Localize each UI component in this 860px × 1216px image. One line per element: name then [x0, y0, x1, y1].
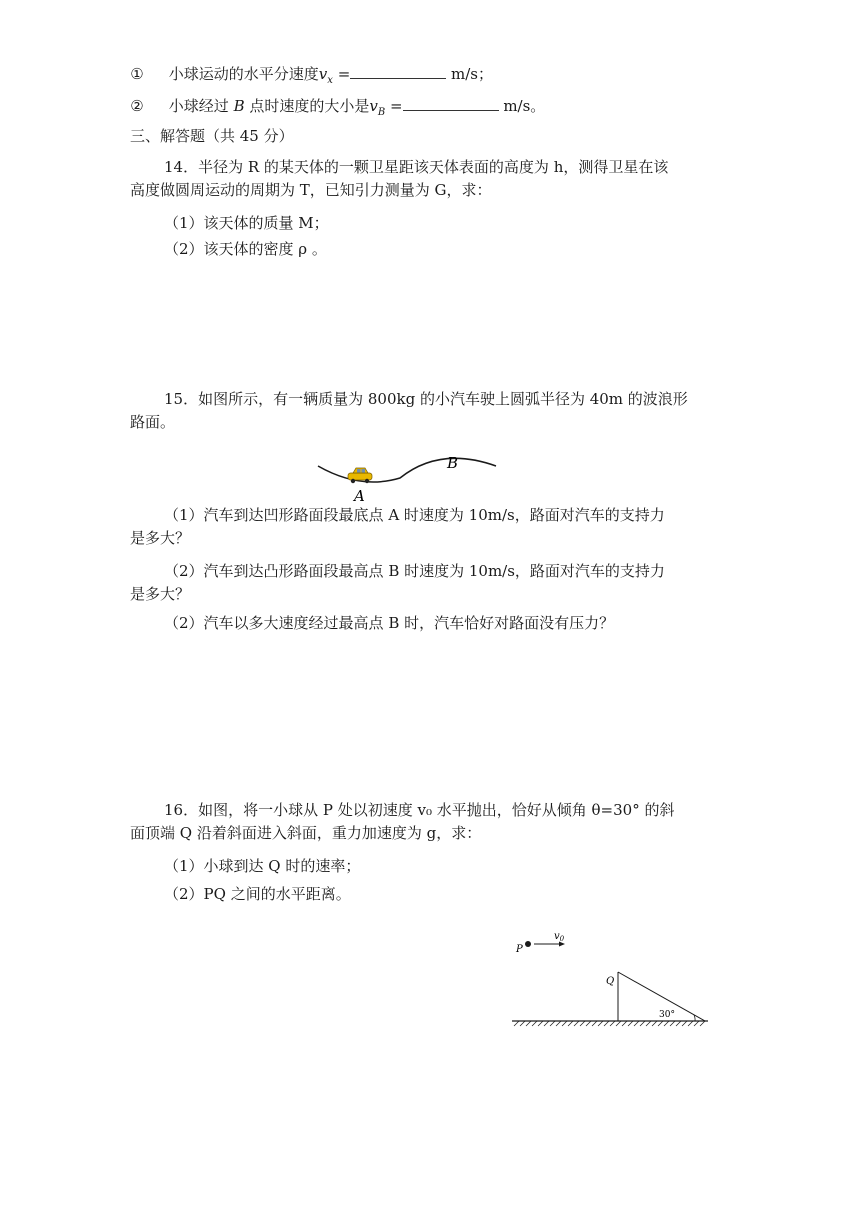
wavy-road-curve [318, 458, 496, 482]
label-p: P [516, 944, 523, 955]
q14-sub2: （2）该天体的密度 ρ 。 [164, 240, 327, 258]
symbol: v [369, 97, 378, 115]
ball-dot [525, 941, 531, 947]
label-v0: $v_0$ [554, 931, 565, 943]
q15-sub3: （2）汽车以多大速度经过最高点 B 时，汽车恰好对路面没有压力？ [164, 614, 615, 632]
q16-sub2: （2）PQ 之间的水平距离。 [164, 885, 351, 903]
label-q: Q [606, 976, 615, 987]
q15-sub2-line1: （2）汽车到达凸形路面段最高点 B 时速度为 10m/s，路面对汽车的支持力 [164, 562, 665, 580]
equals: = [332, 65, 351, 83]
q14-line2: 高度做圆周运动的周期为 T，已知引力测量为 G，求： [130, 181, 492, 199]
label-angle: 30° [659, 1010, 675, 1020]
symbol: v [318, 65, 328, 83]
equals: = [385, 97, 403, 115]
answer-line-1 [128, 63, 493, 92]
projectile-incline-figure [510, 928, 710, 1028]
label-a: A [354, 487, 365, 505]
answer-blank[interactable] [403, 96, 499, 111]
q15-sub2-line2: 是多大？ [130, 585, 191, 603]
label-b: B [447, 454, 459, 472]
item-text: 小球运动的水平分速度 [168, 65, 319, 83]
q16-sub1: （1）小球到达 Q 时的速率； [164, 857, 361, 875]
q15-line2: 路面。 [130, 413, 176, 431]
item-text: 点时速度的大小是 [244, 97, 370, 115]
section-heading: 三、解答题（共 45 分） [130, 127, 294, 145]
answer-blank[interactable] [350, 64, 446, 79]
symbol-sub: B [377, 107, 386, 118]
symbol-sub: x [327, 75, 333, 86]
q16-line1: 16．如图，将一小球从 P 处以初速度 v₀ 水平抛出，恰好从倾角 θ=30° 的斜 [164, 801, 675, 819]
ground-hatching [514, 1021, 705, 1026]
q14-line1: 14．半径为 R 的某天体的一颗卫星距该天体表面的高度为 h，测得卫星在该 [164, 158, 669, 176]
answer-line-2 [128, 95, 545, 124]
q15-line1: 15．如图所示，有一辆质量为 800kg 的小汽车驶上圆弧半径为 40m 的波浪形 [164, 390, 688, 408]
unit: m/s。 [498, 97, 546, 115]
q16-line2: 面顶端 Q 沿着斜面进入斜面，重力加速度为 g，求： [130, 824, 482, 842]
angle-arc [694, 1015, 695, 1021]
wavy-road-figure [310, 448, 510, 504]
q15-sub1-line1: （1）汽车到达凹形路面段最底点 A 时速度为 10m/s，路面对汽车的支持力 [164, 506, 665, 524]
unit: m/s； [446, 65, 494, 83]
q15-sub1-line2: 是多大？ [130, 529, 191, 547]
point-label: B [233, 97, 245, 115]
item-marker: ② [130, 97, 144, 115]
q14-sub1: （1）该天体的质量 M； [164, 214, 329, 232]
item-marker: ① [130, 65, 144, 83]
item-text: 小球经过 [168, 97, 234, 115]
